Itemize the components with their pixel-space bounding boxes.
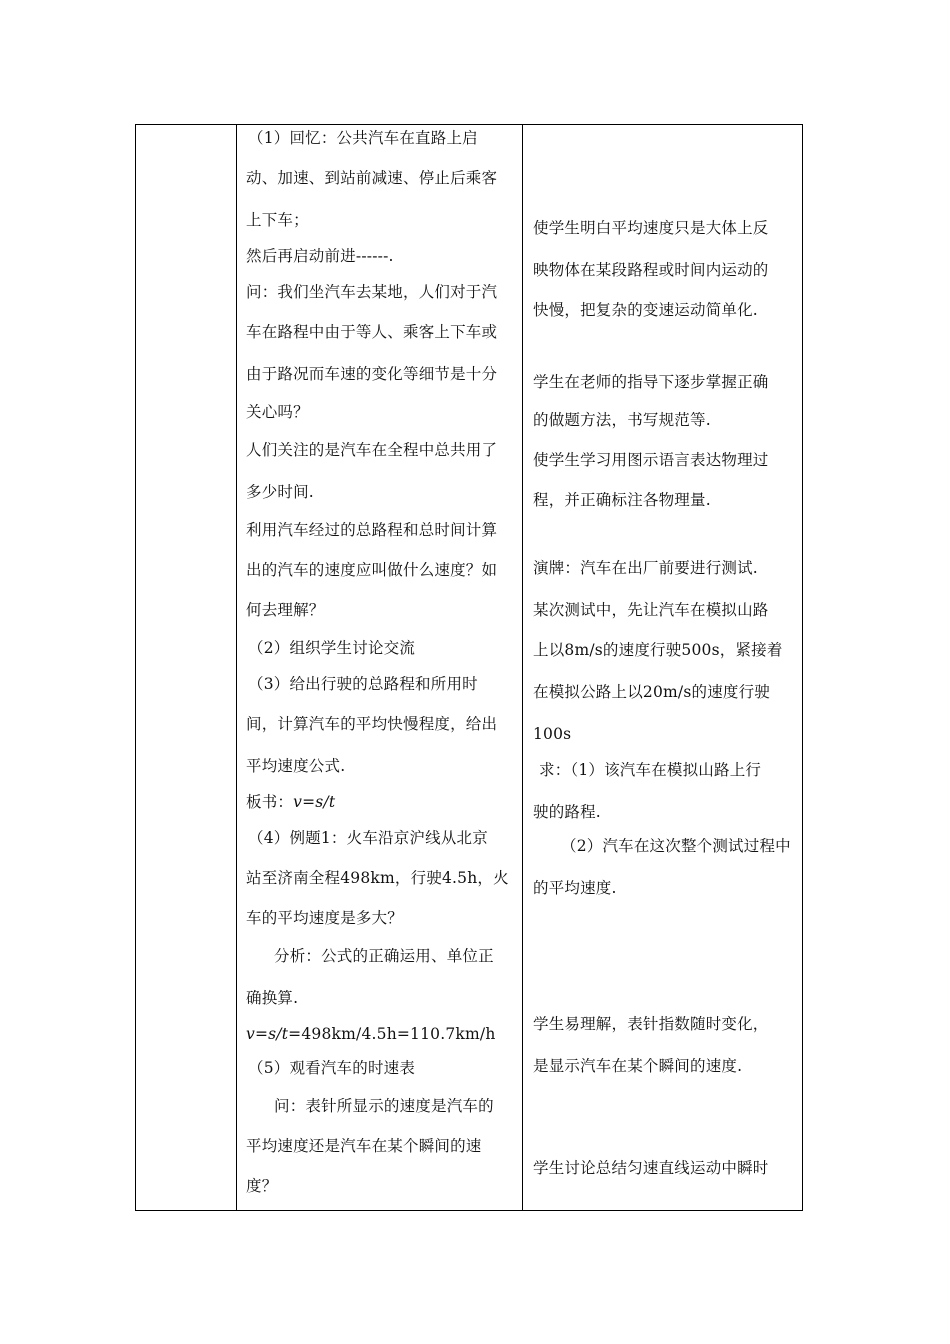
formula-calculation: =498km/4.5h=110.7km/h <box>288 1025 496 1043</box>
text-line: （4）例题1：火车沿京沪线从北京 <box>248 829 488 847</box>
text-line: 分析：公式的正确运用、单位正 <box>274 947 494 965</box>
text-line: 在模拟公路上以20m/s的速度行驶 <box>533 683 770 701</box>
text-line: 学生讨论总结匀速直线运动中瞬时 <box>533 1159 769 1177</box>
text-line: 100s <box>533 725 572 743</box>
lesson-table <box>135 124 803 1211</box>
text-line: （2）组织学生讨论交流 <box>248 639 416 657</box>
text-line: 车在路程中由于等人、乘客上下车或 <box>246 323 498 341</box>
text-line: 确换算. <box>246 989 299 1007</box>
text-line: 动、加速、到站前减速、停止后乘客 <box>246 169 498 187</box>
text-line: 学生易理解，表针指数随时变化， <box>533 1015 769 1033</box>
text-line: 使学生明白平均速度只是大体上反 <box>533 219 769 237</box>
formula: v=s/t <box>246 1025 289 1043</box>
text-line: 问：我们坐汽车去某地，人们对于汽 <box>246 283 498 301</box>
table-cell-stage <box>136 125 236 1210</box>
table-cell-design-intent <box>523 125 803 1210</box>
text-line: 利用汽车经过的总路程和总时间计算 <box>246 521 498 539</box>
text-line: 上下车； <box>246 211 309 229</box>
text-line: 人们关注的是汽车在全程中总共用了 <box>246 441 498 459</box>
table-cell-teacher-activity <box>237 125 522 1210</box>
text-line: （5）观看汽车的时速表 <box>248 1059 416 1077</box>
text-line: 站至济南全程498km，行驶4.5h，火 <box>246 869 509 887</box>
text-line: 出的汽车的速度应叫做什么速度？如 <box>246 561 498 579</box>
text-line <box>246 791 519 813</box>
text-line: 的做题方法，书写规范等. <box>533 411 711 429</box>
text-line: （1）回忆：公共汽车在直路上启 <box>248 129 478 147</box>
text-line: 问：表针所显示的速度是汽车的 <box>274 1097 494 1115</box>
text-line: 求：（1）该汽车在模拟山路上行 <box>539 761 762 779</box>
text-line: 驶的路程. <box>533 803 601 821</box>
text-line: 然后再启动前进------. <box>246 247 394 265</box>
text-line: 快慢，把复杂的变速运动简单化. <box>533 301 758 319</box>
text-line: 映物体在某段路程或时间内运动的 <box>533 261 769 279</box>
board-label: 板书： <box>246 793 294 811</box>
text-line: 演牌：汽车在出厂前要进行测试. <box>533 559 758 577</box>
text-line: 程，并正确标注各物理量. <box>533 491 711 509</box>
text-line: 上以8m/s的速度行驶500s，紧接着 <box>533 641 783 659</box>
text-line: （3）给出行驶的总路程和所用时 <box>248 675 478 693</box>
text-line: （2）汽车在这次整个测试过程中 <box>561 837 791 855</box>
text-line: 的平均速度. <box>533 879 617 897</box>
text-line: 间，计算汽车的平均快慢程度，给出 <box>246 715 498 733</box>
text-line: 由于路况而车速的变化等细节是十分 <box>246 365 498 383</box>
formula: v=s/t <box>293 793 336 811</box>
text-line: 车的平均速度是多大？ <box>246 909 404 927</box>
text-line: 平均速度公式. <box>246 757 346 775</box>
text-line: 度？ <box>246 1177 278 1195</box>
text-line: 关心吗？ <box>246 403 309 421</box>
text-line: 平均速度还是汽车在某个瞬间的速 <box>246 1137 482 1155</box>
text-line: 何去理解？ <box>246 601 325 619</box>
text-line: 是显示汽车在某个瞬间的速度. <box>533 1057 743 1075</box>
text-line <box>246 1023 519 1045</box>
text-line: 多少时间. <box>246 483 314 501</box>
text-line: 学生在老师的指导下逐步掌握正确 <box>533 373 769 391</box>
text-line: 使学生学习用图示语言表达物理过 <box>533 451 769 469</box>
text-line: 某次测试中，先让汽车在模拟山路 <box>533 601 769 619</box>
